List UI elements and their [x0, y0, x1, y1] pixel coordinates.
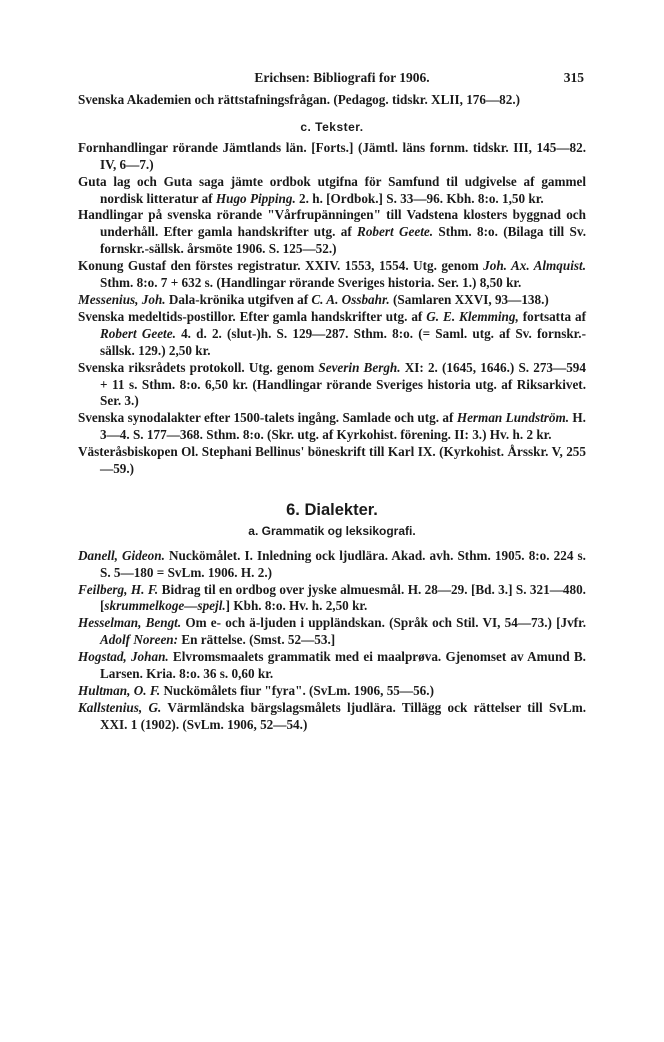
entry-italic: Hugo Pipping. — [215, 190, 296, 206]
entry-text: Om e- och ä-ljuden i uppländskan. (Språk och Stil. VI, 54—73.) [Jvfr. — [181, 615, 587, 631]
entry-text: ] Kbh. 8:o. Hv. h. 2,50 kr. — [225, 598, 368, 614]
entry-italic: Hesselman, Bengt. — [78, 615, 182, 631]
bibliography-entry — [78, 292, 586, 309]
bibliography-entry — [78, 207, 586, 258]
entry-text: Bidrag til en ordbog over jyske almuesmål. H. 28—29. [Bd. 3.] S. 321—480. [ — [100, 581, 586, 614]
entry-italic: Feilberg, H. F. — [78, 581, 159, 597]
bibliography-entry — [78, 444, 586, 478]
entry-text: H. 3—4. S. 177—368. Sthm. 8:o. (Skr. utg. af Kyrkohist. förening. II: 3.) Hv. h. 2 kr. — [100, 410, 586, 443]
page-number: 315 — [563, 70, 584, 85]
entry-italic: Herman Lundström. — [456, 410, 570, 426]
bibliography-entry — [78, 649, 586, 683]
entry-text: fortsatta af — [518, 308, 586, 324]
entry-text: Dala-krönika utgifven af — [165, 291, 312, 307]
bibliography-entry — [78, 548, 586, 582]
running-title: Erichsen: Bibliografi for 1906. — [254, 70, 430, 85]
entry-italic: Joh. Ax. Almquist. — [483, 258, 586, 274]
bibliography-entry — [78, 92, 586, 109]
entry-text: (Samlaren XXVI, 93—138.) — [389, 291, 549, 307]
entry-text: Värmländska bärgslagsmålets ljudlära. Tillägg ock rättelser till SvLm. XXI. 1 (1902). (SvLm. 1906, 52—54.) — [100, 699, 587, 732]
entry-italic: skrummelkoge—spejl. — [104, 598, 226, 614]
bibliography-entry — [78, 140, 586, 174]
entry-text: Svenska synodalakter efter 1500-talets ingång. Samlade och utg. af — [78, 410, 457, 426]
entry-italic: Hultman, O. F. — [78, 683, 161, 698]
book-page — [78, 70, 586, 734]
entry-italic: Hogstad, Johan. — [78, 649, 169, 665]
bibliography-entry — [78, 410, 586, 444]
entry-text: Elvromsmaalets grammatik med ei maalprøva. Gjenomset av Amund B. Larsen. Kria. 8:o. 36 s. 0,60 kr. — [100, 649, 586, 682]
entry-text: Fornhandlingar rörande Jämtlands län. [Forts.] (Jämtl. läns fornm. tidskr. III, 145—82. IV, 6—7.) — [78, 139, 586, 172]
bibliography-entry — [78, 683, 586, 700]
entry-text: Västeråsbiskopen Ol. Stephani Bellinus' böneskrift till Karl IX. (Kyrkohist. Årsskr. V, 255—59.) — [78, 444, 586, 477]
entry-italic: Kallstenius, G. — [78, 699, 162, 715]
bibliography-entry — [78, 360, 586, 411]
entry-italic: Robert Geete. — [357, 224, 434, 240]
section-heading: 6. Dialekter. — [286, 500, 378, 519]
entry-text: 4. d. 2. (slut-)h. S. 129—287. Sthm. 8:o. (= Saml. utg. af Sv. fornskr.-sällsk. 129.) 2,50 kr. — [100, 325, 586, 358]
entry-italic: C. A. Ossbahr. — [311, 291, 390, 307]
entry-text: XI: 2. (1645, 1646.) S. 273—594 + 11 s. Sthm. 8:o. 6,50 kr. (Handlingar rörande Sveriges historia utg. af Riksarkivet. Ser. 3.) — [100, 359, 586, 409]
entry-italic: Adolf Noreen: — [100, 632, 179, 648]
page-header — [78, 70, 586, 92]
entry-italic: Messenius, Joh. — [78, 291, 166, 307]
subsection-heading: c. Tekster. — [300, 119, 364, 134]
entry-text: Nuckömålets fiur "fyra". (SvLm. 1906, 55—56.) — [160, 683, 434, 698]
entry-text: Svenska Akademien och rättstafningsfrågan. (Pedagog. tidskr. XLII, 176—82.) — [78, 92, 521, 107]
entry-text: Svenska riksrådets protokoll. Utg. genom — [78, 359, 319, 375]
entry-text: Sthm. 8:o. (Bilaga till Sv. fornskr.-sällsk. årsmöte 1906. S. 125—52.) — [100, 224, 586, 257]
entry-text: Guta lag och Guta saga jämte ordbok utgifna för Samfund til udgivelse af gammel nordisk litteratur af — [78, 173, 586, 206]
entry-italic: Severin Bergh. — [318, 359, 401, 375]
entry-italic: G. E. Klemming, — [426, 308, 519, 324]
entry-text: Nuckömålet. I. Inledning ock ljudlära. Akad. avh. Sthm. 1905. 8:o. 224 s. S. 5—180 = SvLm. 1906. H. 2.) — [100, 547, 586, 580]
entry-italic: Robert Geete. — [100, 325, 176, 341]
entry-text: Konung Gustaf den förstes registratur. XXIV. 1553, 1554. Utg. genom — [78, 258, 484, 274]
entry-text: Svenska medeltids-postillor. Efter gamla handskrifter utg. af — [78, 308, 427, 324]
entry-text: Sthm. 8:o. 7 + 632 s. (Handlingar rörande Sveriges historia. Ser. 1.) 8,50 kr. — [100, 275, 522, 291]
bibliography-entry — [78, 309, 586, 360]
entry-text: Handlingar på svenska rörande "Vårfrupänningen" till Vadstena klosters byggnad och underhåll. Efter gamla handskrifter utg. af — [78, 207, 586, 240]
bibliography-entry — [78, 174, 586, 208]
subsection-heading: a. Grammatik og leksikografi. — [248, 523, 416, 538]
entry-text: En rättelse. (Smst. 52—53.] — [178, 632, 336, 648]
entry-text: 2. h. [Ordbok.] S. 33—96. Kbh. 8:o. 1,50 kr. — [295, 190, 544, 206]
entry-italic: Danell, Gideon. — [78, 547, 165, 563]
bibliography-entry — [78, 700, 586, 734]
bibliography-entry — [78, 582, 586, 616]
bibliography-entry — [78, 258, 586, 292]
bibliography-entry — [78, 615, 586, 649]
